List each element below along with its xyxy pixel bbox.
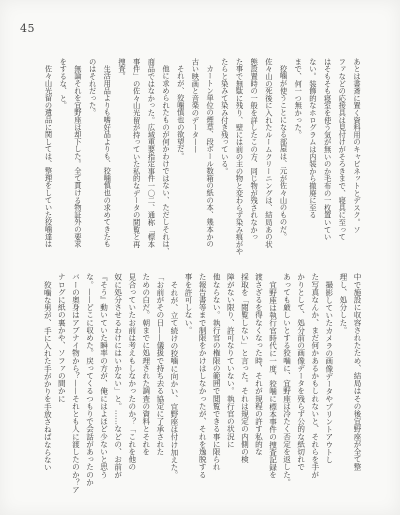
text-column: あっても厳しいとする狡噛に、宜野座は冷たく否定を返した。 [282, 273, 292, 486]
text-column: 中で施設に収容されたため、結局はその後宜野座が全て整 [353, 273, 362, 471]
text-column: 捜査。 [118, 58, 127, 80]
upper-text-block [40, 58, 364, 258]
lower-text-block [40, 273, 364, 497]
text-column: バーの奥身はアブナイ物から？——それとも人に渡したのか？ア [71, 273, 81, 494]
text-column: かりとして、処分前の画像データを残らず公的な紙切れで [296, 273, 306, 471]
text-column: 狡噛な男が、手に入れた手がかりを手放さねばならない [43, 280, 53, 471]
text-column: 宜野座は執行官時代に一度、狡噛に標本事件の捜査記録を [268, 280, 278, 479]
text-column: ナログに紙の裏かや、ソファの間かに [57, 273, 67, 403]
text-column: 他ならない。執行官の権限の範囲で閲覧できる事に限られ [212, 273, 222, 471]
text-column: まで、何一つ無かった。 [294, 58, 304, 139]
text-column: ない。装飾的なホログラムは内装から撤廃に至る [308, 58, 318, 219]
text-column: 理し、処分した。 [338, 273, 348, 334]
text-column: 渡さざるを得なくなった時、それが規程の許す私的な [254, 273, 264, 456]
text-column: 採取を「閲覧しない」と言った。それは規定の内側の検 [240, 273, 250, 463]
text-column: 生活用品よりも嗜好品よりも、狡噛慎也の求めてきたも [103, 65, 113, 248]
text-column: 古い映画と音楽のデータ—— [191, 58, 201, 153]
text-column: それが、立て続けの狡噛に向かい、宜野座は付け加えた。 [169, 280, 179, 479]
text-column: ファなどの応接具は見付けがそろきまで、寝具に至って [338, 58, 348, 241]
text-column: 佐々山光留の遺品に関しては、整理をしていた狡噛達は [44, 65, 54, 248]
text-column: 障がない限り、許可なりていない。執行官の状況に [226, 273, 236, 448]
text-column: 『そう』動いていた瞬率の方が、俺にはよほど少ないと思う [99, 273, 109, 479]
text-column: 無論それを宜野座は却下した。全て貫ける物証外の要求 [73, 65, 83, 248]
text-column: カートン単位の煙草、段ボール数箱の紙の本、幾本かの [206, 65, 216, 248]
text-column: 商品ではなかった。広域重要指定事件一〇二、通称「標本 [147, 58, 157, 248]
text-column: 奴に処分させるわけにはいかない」と。……などの、お前が [113, 273, 123, 479]
text-column: をするな、と。 [59, 58, 69, 110]
text-column: たらと染みて染み付き残っている。 [220, 58, 230, 175]
text-column: た写真なんか、まだ何かあるかもしれないと、それらを手が [310, 273, 320, 479]
text-column: 他に求められたものが何かわけではない、ただしそれは、 [162, 65, 172, 256]
page-number: 45 [20, 22, 35, 35]
text-column: 佐々山の死後に入れたルームクリーニングは、結局あの状 [264, 58, 274, 248]
text-column: 態設置時の一般を詳したこの方、同じ物が残されなかっ [250, 58, 260, 241]
text-column: 狡噛が使うことになる部屋は、元が佐々山のものだ。 [279, 65, 289, 241]
text-column: た報告書等まで制限をかけはしなかったが、それを逸脱する [198, 273, 208, 479]
text-column: ための白だ。朝までに処理された調査の資料とそれを [141, 273, 151, 456]
text-column: 撮影していたカメラの画像データやプリントアウトし [324, 280, 334, 463]
text-column: な。——どこに収めた。戻ってくるつもりで会話があったのか [85, 273, 95, 486]
text-column: はそもそも寝室を使う気が無いのか毛布の一枚置いてい [323, 58, 333, 241]
text-column: 見合っていたお前は考えもしなかったのか？「これを他の [127, 273, 137, 471]
text-column: それが、狡噛慎也の欲望だ。 [176, 65, 186, 161]
text-column: 事を許可しない。 [184, 273, 194, 334]
text-column: のはそれだった。 [88, 58, 98, 117]
text-column: た事で無駄に残り、壁には前の主の物と変わらず染み痕がや [235, 58, 245, 256]
text-column: 「お前がその日——儀扱で持ち去る協定に了承された [155, 273, 165, 456]
text-column: 事件」の佐々山光留が持っていた私的なデータの閲覧と再 [132, 58, 142, 248]
text-column: あとは書斎に置く資料用のキャビネットとデスク。ソ [353, 58, 362, 234]
